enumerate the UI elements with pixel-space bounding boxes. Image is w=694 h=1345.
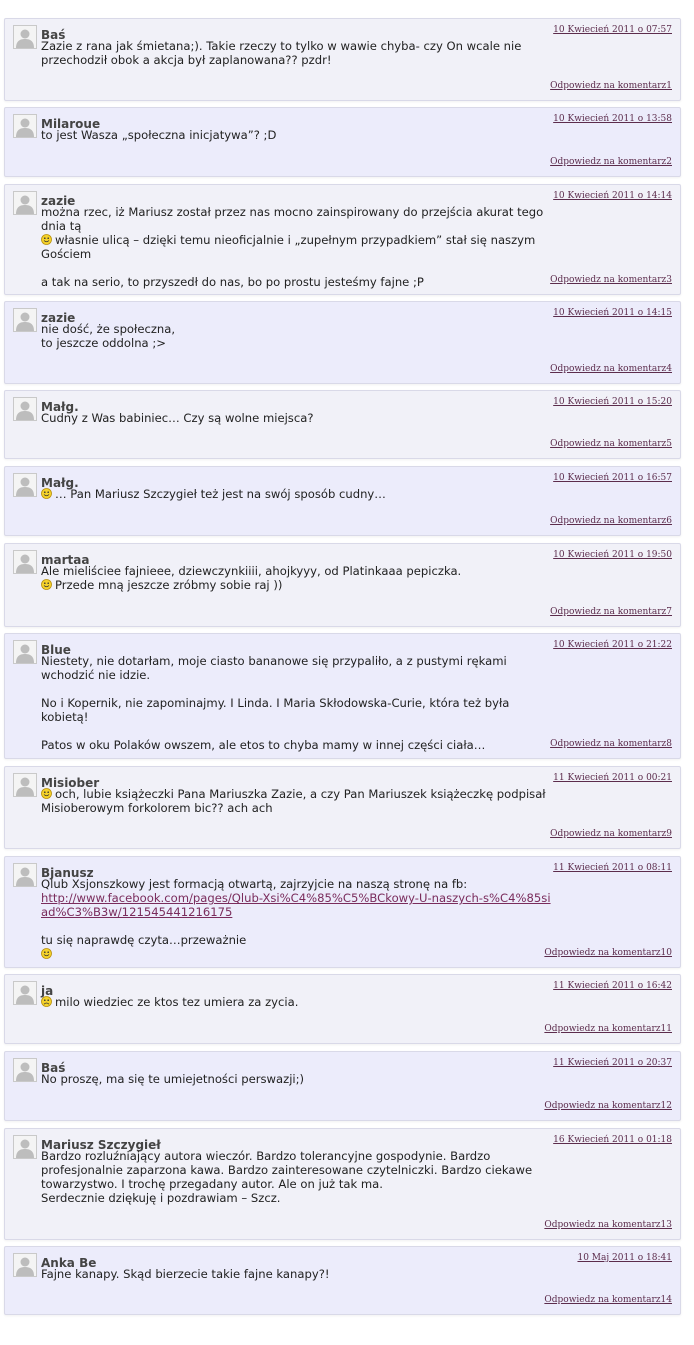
avatar (13, 863, 37, 887)
comment-text: Patos w oku Polaków owszem, ale etos to chyba mamy w innej części ciała… (41, 738, 486, 752)
comment-body (41, 322, 552, 350)
comment-header (41, 396, 672, 414)
comment-author: Misiober (41, 776, 100, 790)
comment-author: zazie (41, 194, 76, 208)
comment-header (41, 639, 672, 657)
avatar (13, 1253, 37, 1277)
comment-date-link[interactable]: 10 Kwiecień 2011 o 16:57 (553, 473, 672, 483)
comment-text: Serdecznie dziękuję i pozdrawiam – Szcz. (41, 1191, 281, 1205)
comment-date-link[interactable]: 11 Kwiecień 2011 o 00:21 (553, 773, 672, 783)
comment-date-link[interactable]: 10 Kwiecień 2011 o 07:57 (553, 25, 672, 35)
avatar (13, 308, 37, 332)
comment-text: to jeszcze oddolna ;> (41, 336, 166, 350)
comment-paragraph (41, 654, 552, 682)
comment-item (4, 466, 681, 536)
comment-author: Anka Be (41, 1256, 97, 1270)
comment-body (41, 39, 552, 67)
comment-paragraph (41, 877, 552, 891)
comment-paragraph (41, 1149, 552, 1191)
comment-header (41, 1057, 672, 1075)
comment-date-link[interactable]: 10 Maj 2011 o 18:41 (577, 1253, 672, 1263)
comment-text: No i Kopernik, nie zapominajmy. I Linda. I Maria Skłodowska-Curie, która też była kobietą! (41, 696, 510, 724)
reply-link[interactable]: Odpowiedz na komentarz1 (550, 81, 672, 91)
comment-date-link[interactable]: 10 Kwiecień 2011 o 21:22 (553, 640, 672, 650)
comment-item (4, 107, 681, 177)
comment-item (4, 1246, 681, 1315)
comment-header (41, 1252, 672, 1270)
comment-item (4, 18, 681, 101)
smiley-icon (41, 948, 52, 959)
comment-header (41, 549, 672, 567)
avatar (13, 1058, 37, 1082)
comment-header (41, 862, 672, 880)
comment-paragraph (41, 1191, 552, 1205)
comment-paragraph (41, 128, 552, 142)
comment-paragraph (41, 205, 552, 233)
avatar (13, 191, 37, 215)
reply-link[interactable]: Odpowiedz na komentarz10 (544, 948, 672, 958)
comment-item (4, 390, 681, 459)
comment-body (41, 877, 552, 961)
comment-header (41, 24, 672, 42)
avatar (13, 114, 37, 138)
comment-author: Milaroue (41, 117, 101, 131)
comment-date-link[interactable]: 16 Kwiecień 2011 o 01:18 (553, 1135, 672, 1145)
comment-text: to jest Wasza „społeczna inicjatywa”? ;D (41, 128, 277, 142)
comment-date-link[interactable]: 10 Kwiecień 2011 o 14:15 (553, 308, 672, 318)
comment-author: Mariusz Szczygieł (41, 1138, 161, 1152)
comment-body (41, 1072, 552, 1086)
avatar (13, 550, 37, 574)
reply-link[interactable]: Odpowiedz na komentarz6 (550, 516, 672, 526)
comment-paragraph (41, 738, 552, 752)
comment-item (4, 766, 681, 849)
comment-text: nie dość, że społeczna, (41, 322, 176, 336)
comment-text: Qlub Xsjonszkowy jest formacją otwartą, zajrzyjcie na naszą stronę na fb: (41, 877, 468, 891)
comment-text: tu się naprawdę czyta…przeważnie (41, 933, 247, 947)
comment-header (41, 113, 672, 131)
comment-author: martaa (41, 553, 90, 567)
comment-text: Przede mną jeszcze zróbmy sobie raj )) (55, 578, 283, 592)
comment-item (4, 301, 681, 384)
comment-body (41, 1149, 552, 1205)
reply-link[interactable]: Odpowiedz na komentarz14 (544, 1295, 672, 1305)
comment-text: własnie ulicą – dzięki temu nieoficjalnie i „zupełnym przypadkiem” stał się naszym Gościem (41, 233, 536, 261)
comment-date-link[interactable]: 10 Kwiecień 2011 o 15:20 (553, 397, 672, 407)
comment-author: Małg. (41, 400, 79, 414)
avatar (13, 1135, 37, 1159)
comment-text: milo wiedziec ze ktos tez umiera za zycia. (55, 995, 299, 1009)
avatar (13, 397, 37, 421)
reply-link[interactable]: Odpowiedz na komentarz3 (550, 275, 672, 285)
comment-body (41, 205, 552, 289)
comment-paragraph (41, 487, 552, 501)
reply-link[interactable]: Odpowiedz na komentarz12 (544, 1101, 672, 1111)
comment-item (4, 1051, 681, 1121)
comment-header (41, 772, 672, 790)
comment-body (41, 128, 552, 142)
comment-author: Baś (41, 28, 66, 42)
comment-header (41, 472, 672, 490)
comment-body (41, 411, 552, 425)
comment-author: Baś (41, 1061, 66, 1075)
comment-text: a tak na serio, to przyszedł do nas, bo po prostu jesteśmy fajne ;P (41, 275, 424, 289)
comment-item (4, 974, 681, 1044)
reply-link[interactable]: Odpowiedz na komentarz5 (550, 439, 672, 449)
comment-paragraph (41, 275, 552, 289)
facebook-link[interactable]: http://www.facebook.com/pages/Qlub-Xsi%C4%85%C5%BCkowy-U-naszych-s%C4%85siad%C3%B3w/121545441216175 (41, 891, 551, 919)
comment-paragraph (41, 564, 552, 578)
comment-text: Fajne kanapy. Skąd bierzecie takie fajne kanapy?! (41, 1267, 330, 1281)
comment-text: och, lubie książeczki Pana Mariuszka Zazie, a czy Pan Mariuszek książeczkę podpisał Misioberowym forkolorem bic?? ach ach (41, 787, 546, 815)
comment-text: Ale mieliściee fajnieee, dziewczynkiiii, ahojkyyy, od Platinkaaa pepiczka. (41, 564, 462, 578)
reply-link[interactable]: Odpowiedz na komentarz11 (544, 1024, 672, 1034)
comment-date-link[interactable]: 11 Kwiecień 2011 o 20:37 (553, 1058, 672, 1068)
comment-date-link[interactable]: 10 Kwiecień 2011 o 13:58 (553, 114, 672, 124)
comment-text: Zazie z rana jak śmietana;). Takie rzeczy to tylko w wawie chyba- czy On wcale nie przechodził obok a akcja był zaplanowana?? pzdr! (41, 39, 522, 67)
comment-paragraph (41, 995, 552, 1009)
comment-header (41, 307, 672, 325)
avatar (13, 640, 37, 664)
avatar (13, 473, 37, 497)
comment-header (41, 1134, 672, 1152)
comment-author: Blue (41, 643, 71, 657)
comment-author: Bjanusz (41, 866, 94, 880)
comment-body (41, 995, 552, 1009)
comment-paragraph (41, 336, 552, 350)
comment-paragraph (41, 233, 552, 261)
comment-paragraph (41, 578, 552, 592)
reply-link[interactable]: Odpowiedz na komentarz7 (550, 607, 672, 617)
avatar (13, 25, 37, 49)
reply-link[interactable]: Odpowiedz na komentarz9 (550, 829, 672, 839)
reply-link[interactable]: Odpowiedz na komentarz4 (550, 364, 672, 374)
comment-paragraph (41, 787, 552, 815)
comment-date-link[interactable]: 11 Kwiecień 2011 o 16:42 (553, 981, 672, 991)
comments-list (4, 18, 681, 1315)
smiley-icon (41, 579, 52, 590)
reply-link[interactable]: Odpowiedz na komentarz13 (544, 1220, 672, 1230)
comment-body (41, 487, 552, 501)
avatar (13, 773, 37, 797)
comment-text: Niestety, nie dotarłam, moje ciasto bananowe się przypaliło, a z pustymi rękami wchodzić nie idzie. (41, 654, 507, 682)
comment-paragraph (41, 1267, 552, 1281)
comment-item (4, 633, 681, 759)
comment-item (4, 184, 681, 295)
comment-paragraph (41, 411, 552, 425)
comment-text: No proszę, ma się te umiejetności perswazji;) (41, 1072, 305, 1086)
comment-text: można rzec, iż Mariusz został przez nas mocno zainspirowany do przejścia akurat tego dnia tą (41, 205, 544, 233)
avatar (13, 981, 37, 1005)
comment-header (41, 190, 672, 208)
comment-paragraph (41, 1072, 552, 1086)
comment-body (41, 564, 552, 592)
comment-text: Cudny z Was babiniec… Czy są wolne miejsca? (41, 411, 314, 425)
comment-paragraph (41, 891, 552, 919)
comment-paragraph (41, 322, 552, 336)
reply-link[interactable]: Odpowiedz na komentarz2 (550, 157, 672, 167)
comment-item (4, 1128, 681, 1240)
comment-date-link[interactable]: 10 Kwiecień 2011 o 19:50 (553, 550, 672, 560)
comment-body (41, 654, 552, 752)
comment-header (41, 980, 672, 998)
comment-body (41, 787, 552, 815)
comment-body (41, 1267, 552, 1281)
comment-paragraph (41, 947, 552, 961)
reply-link[interactable]: Odpowiedz na komentarz8 (550, 739, 672, 749)
comment-date-link[interactable]: 11 Kwiecień 2011 o 08:11 (553, 863, 672, 873)
smiley-icon (41, 234, 52, 245)
comment-item (4, 856, 681, 968)
comment-author: ja (41, 984, 54, 998)
comment-item (4, 543, 681, 627)
comment-author: zazie (41, 311, 76, 325)
comment-text: Bardzo rozluźniający autora wieczór. Bardzo tolerancyjne gospodynie. Bardzo profesjonalnie zaparzona kawa. Bardzo zainteresowane czytelniczki. Bardzo ciekawe towarzystwo. I trochę przegadany autor. Ale on już tak ma. (41, 1149, 533, 1191)
comment-paragraph (41, 933, 552, 947)
comment-date-link[interactable]: 10 Kwiecień 2011 o 14:14 (553, 191, 672, 201)
comment-paragraph (41, 696, 552, 724)
comment-paragraph (41, 39, 552, 67)
comment-text: … Pan Mariusz Szczygieł też jest na swój sposób cudny… (55, 487, 386, 501)
comment-author: Małg. (41, 476, 79, 490)
